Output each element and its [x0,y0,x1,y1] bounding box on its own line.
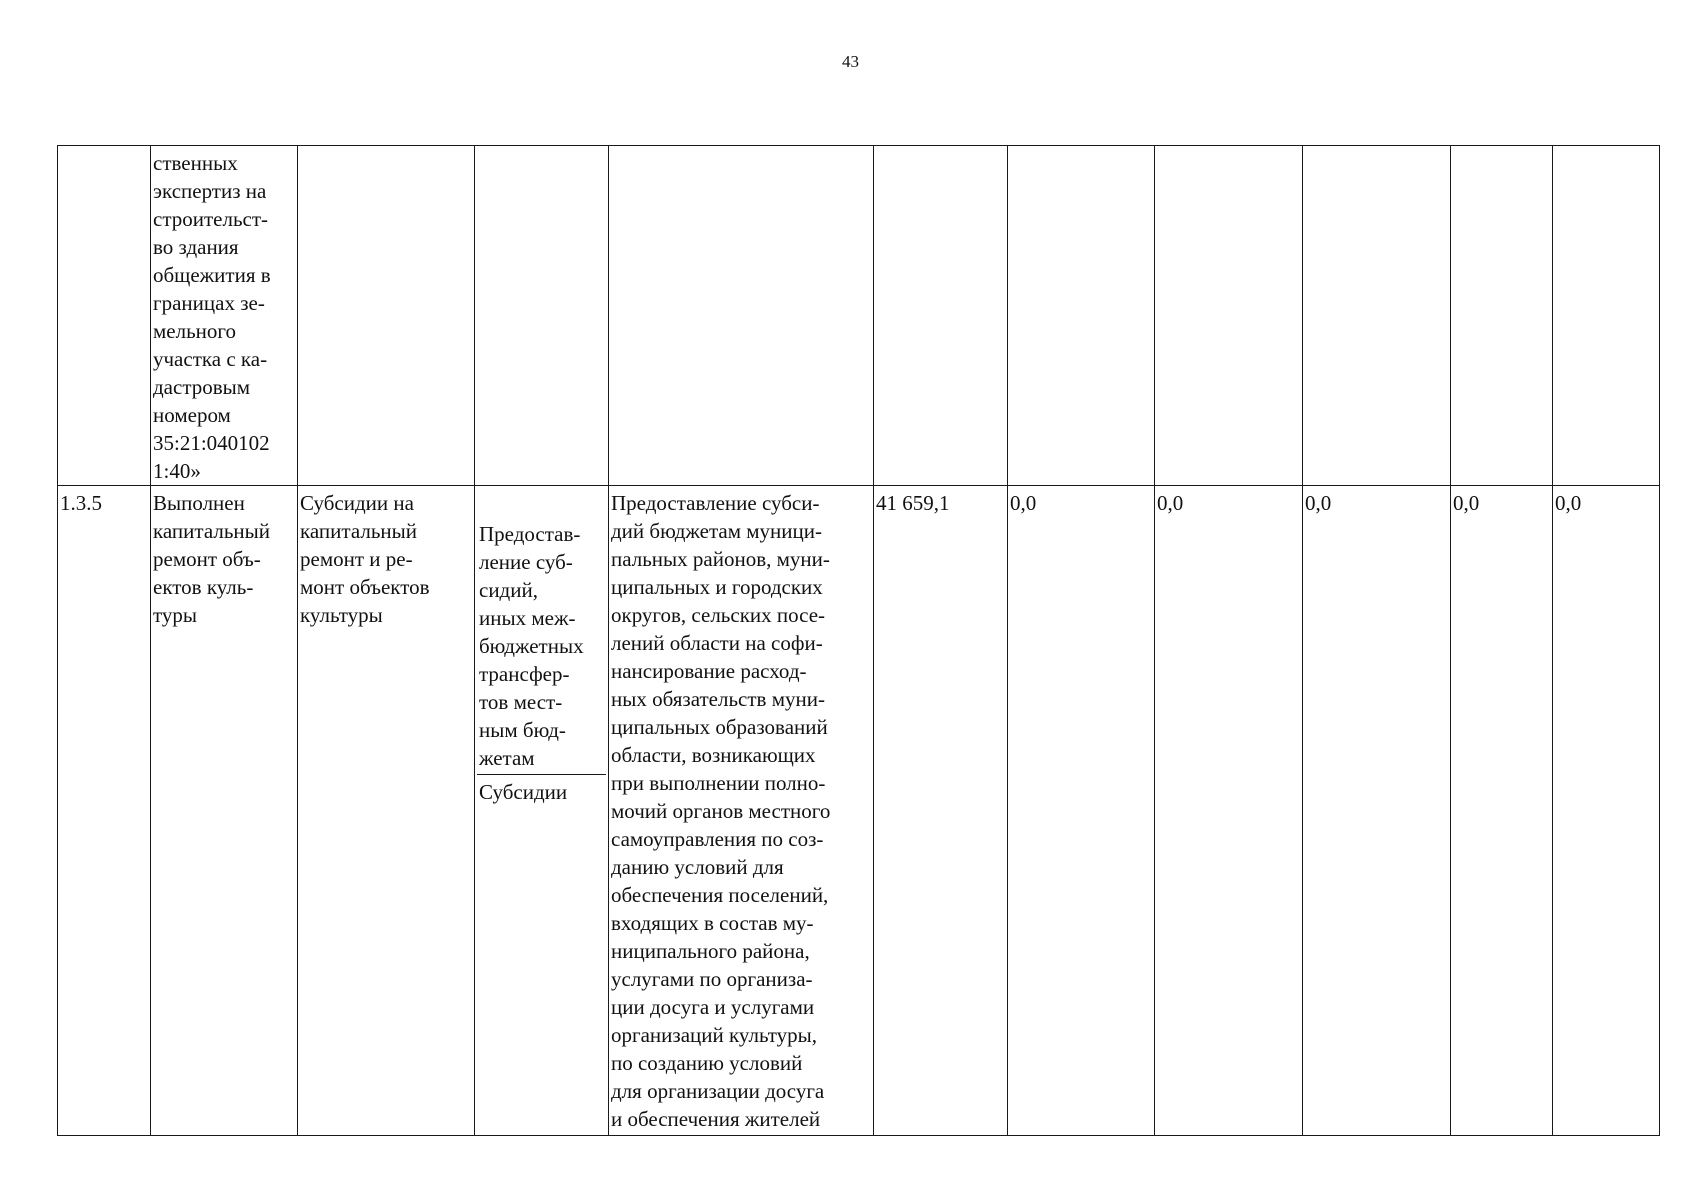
cell-event: Субсидии на капитальный ремонт и ре- монт объектов культуры [298,486,475,1136]
cell-event [298,146,475,486]
cell-type-main: Предостав- ление суб- сидий, иных меж- бюджетных трансфер- тов мест- ным бюд- жетам [477,517,606,775]
cell-type-split [477,517,606,1136]
page-number: 43 [842,52,859,71]
program-table [57,145,1660,1136]
cell-result: ственных экспертиз на строительст- во здания общежития в границах зе- мельного участка с ка- дастровым номером 35:21:040102 1:40» [151,146,298,486]
cell-type [475,486,609,1136]
cell-value: 0,0 [1303,486,1451,1136]
cell-value: 41 659,1 [874,486,1008,1136]
cell-value [874,146,1008,486]
cell-description: Предоставление субси- дий бюджетам муници- пальных районов, муни- ципальных и городских округов, сельских посе- лений области на софи- нансирование расход- ных обязательств муни- ципальных образований области, возникающих при выполнении полно- мочий органов местного самоуправления по соз- данию условий для обеспечения поселений, входящих в состав му- ниципального района, услугами по организа- ции досуга и услугами организаций культуры, по созданию условий для организации досуга и обеспечения жителей [609,486,874,1136]
table-row [58,486,1660,1136]
cell-number [58,146,151,486]
cell-value [1155,146,1303,486]
cell-value: 0,0 [1008,486,1155,1136]
table-row [58,146,1660,486]
cell-description [609,146,874,486]
cell-value [1451,146,1553,486]
cell-value [1008,146,1155,486]
cell-value: 0,0 [1451,486,1553,1136]
cell-value: 0,0 [1553,486,1660,1136]
cell-type [475,146,609,486]
cell-value: 0,0 [1155,486,1303,1136]
cell-number: 1.3.5 [58,486,151,1136]
cell-result: Выполнен капитальный ремонт объ- ектов куль- туры [151,486,298,1136]
cell-value [1303,146,1451,486]
cell-type-sub: Субсидии [479,780,568,804]
cell-value [1553,146,1660,486]
